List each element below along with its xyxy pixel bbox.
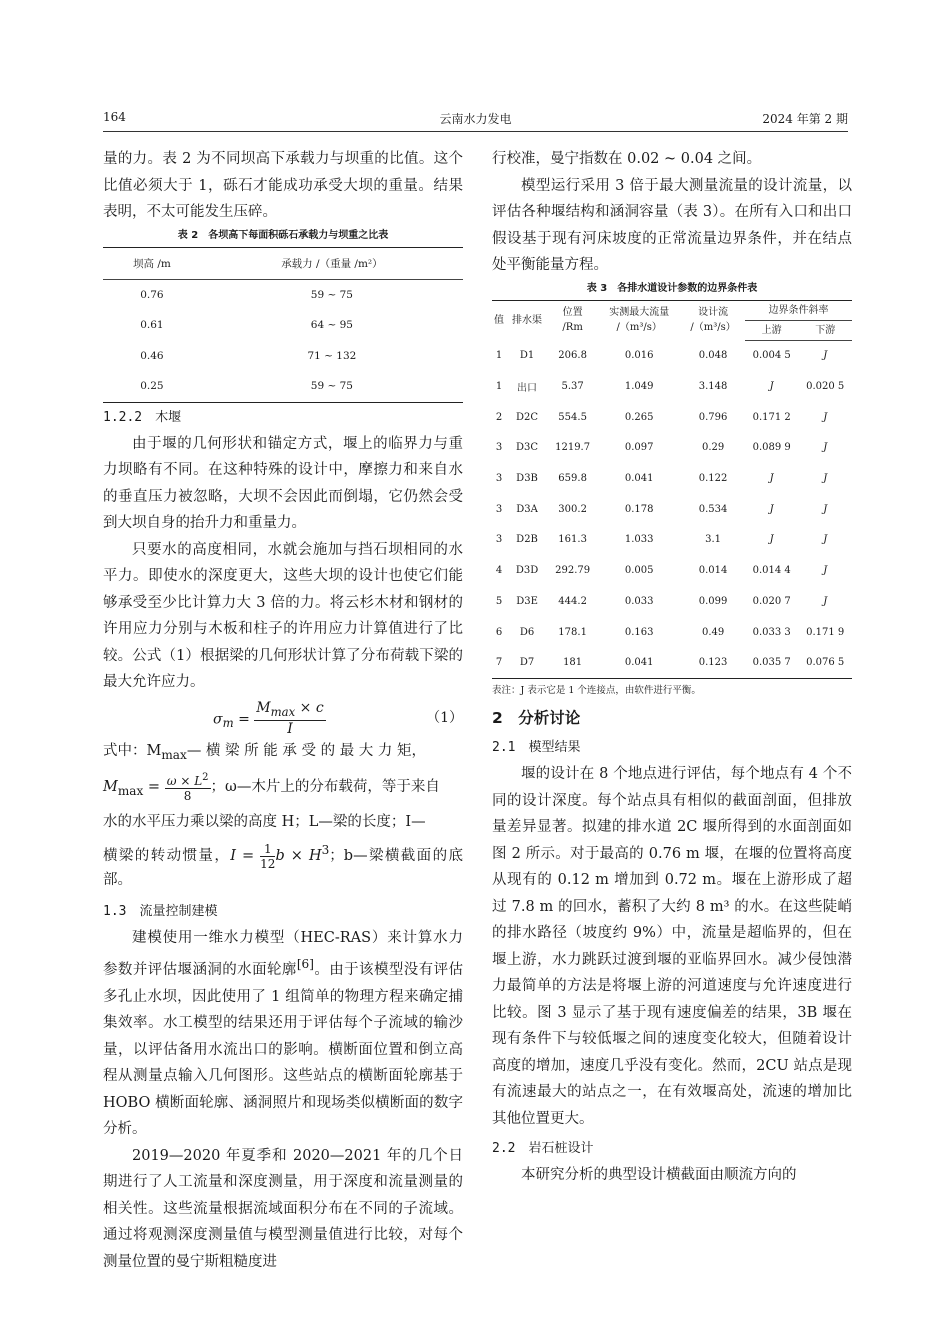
table3-header: 边界条件斜率	[745, 300, 852, 320]
table-cell: 0.29	[701, 442, 725, 454]
table-cell: 1	[495, 381, 503, 393]
paragraph: 本研究分析的典型设计横截面由顺流方向的	[521, 1167, 797, 1184]
table-cell: 0.097	[624, 442, 654, 454]
header-rule	[103, 131, 848, 132]
table-cell: 1.033	[624, 534, 654, 546]
table-cell: 5.37	[561, 381, 584, 393]
table-cell: J	[769, 534, 774, 546]
table-cell: D7	[519, 657, 535, 669]
table-cell: J	[823, 411, 828, 423]
table-cell: 0.041	[624, 473, 654, 485]
table-row	[492, 340, 852, 371]
table-cell: 3	[495, 503, 503, 515]
table-cell: D3E	[516, 595, 538, 607]
paragraph: 2019—2020 年夏季和 2020—2021 年的几个日期进行了人工流量和深度测量，用于深度和流量测量的相关性。这些流量根据流域面积分布在不同的子流域。通过将观测深度测量值与模型测量值进行比较，对每个测量位置的曼宁斯粗糙度进	[103, 1147, 463, 1270]
table-cell: 292.79	[555, 565, 591, 577]
section-heading: 1.3 流量控制建模	[103, 903, 218, 919]
table-cell: 0.122	[698, 473, 728, 485]
journal-title: 云南水力发电	[439, 112, 512, 126]
table-cell: D3B	[516, 473, 538, 485]
table-cell: 0.004 5	[752, 350, 791, 362]
table-cell: 1	[495, 350, 503, 362]
table-cell: J	[769, 473, 774, 485]
table-row	[492, 402, 852, 433]
table-cell: 161.3	[558, 534, 587, 546]
table-cell: 0.076 5	[806, 657, 845, 669]
formula-number: （1）	[426, 709, 463, 726]
table-cell: 0.123	[698, 657, 728, 669]
table-cell: D3A	[516, 503, 538, 515]
paragraph: 只要水的高度相同，水就会施加与挡石坝相同的水平力。即使水的深度更大，这些大坝的设计也使它们能够承受至少比计算力大 3 倍的力。将云杉木材和钢材的许用应力分别与木板和柱子的许用应力计算值进行了比较。公式（1）根据梁的几何形状计算了分布荷载下梁的最大允许应力。	[103, 541, 463, 690]
paragraph: 堰的设计在 8 个地点进行评估，每个地点有 4 个不同的设计深度。每个站点具有相似的截面剖面，但排放量差异显著。拟建的排水道 2C 堰所得到的水面剖面如图 2 所示。对于最高的 0.76 m 堰，在堰的位置将高度从现有的 0.12 m 增加到 0.72 m。堰在上游形成了超过 7.8 m 的回水，蓄积了大约 8 m³ 的水。在这些陡峭的排水路径（坡度约 9%）中，流量是超临界的，但在堰上游，水力跳跃过渡到堰的亚临界回水。减少侵蚀潜力最简单的方法是将堰上游的河道速度与允许速度进行比较。图 3 显示了基于现有速度偏差的结果，3B 堰在现有条件下与较低堰之间的速度变化较大，但随着设计高度的增加，速度几乎没有变化。然而，2CU 站点是现有流速最大的站点之一，在有效堰高处，流速的增加比其他位置更大。	[492, 766, 852, 1127]
table-cell: D3C	[516, 442, 539, 454]
table-cell: J	[823, 534, 828, 546]
table-cell: D3D	[515, 565, 539, 577]
table3-note: 表注：J 表示它是 1 个连接点，由软件进行平衡。	[492, 685, 701, 697]
page-header	[103, 110, 848, 132]
table-row	[492, 586, 852, 617]
table-cell: 59 ~ 75	[310, 288, 353, 301]
table-cell: 0.014 4	[752, 565, 791, 577]
paragraph: 模型运行采用 3 倍于最大测量流量的设计流量，以评估各种堰结构和涵洞容量（表 3）。在所有入口和出口假设基于现有河床坡度的正常流量边界条件，并在结点处平衡能量方程。	[492, 177, 852, 273]
table-cell: 444.2	[558, 595, 587, 607]
table-cell: 3.148	[698, 381, 728, 393]
table2-header: 承载力 /（重量 /m²）	[201, 247, 463, 279]
table-row	[103, 341, 463, 372]
table-cell: 0.020 7	[752, 595, 791, 607]
paragraph: 行校准，曼宁指数在 0.02 ~ 0.04 之间。	[492, 151, 762, 167]
table2-header: 坝高 /m	[103, 247, 201, 279]
table-cell: J	[823, 350, 828, 362]
table-row	[492, 371, 852, 402]
table-cell: 178.1	[558, 626, 587, 638]
table3-header: 值	[494, 314, 504, 326]
table-cell: J	[823, 442, 828, 454]
table-cell: 3	[495, 442, 503, 454]
table-cell: 0.61	[140, 319, 164, 332]
table-cell: 206.8	[558, 350, 587, 362]
table-cell: J	[823, 503, 828, 515]
table-cell: 0.099	[698, 595, 728, 607]
paragraph: 量的力。表 2 为不同坝高下承载力与坝重的比值。这个比值必须大于 1，砾石才能成功承受大坝的重量。结果表明，不太可能发生压碎。	[103, 151, 463, 220]
table-cell: 4	[495, 565, 503, 577]
table3-header: 下游	[798, 320, 852, 340]
table-cell: 0.796	[698, 411, 728, 423]
left-column	[103, 146, 464, 1270]
table-cell: 0.49	[701, 626, 725, 638]
table-cell: 64 ~ 95	[310, 319, 353, 332]
table-cell: 0.534	[698, 503, 728, 515]
table-cell: 0.048	[698, 350, 728, 362]
table-cell: 6	[495, 626, 503, 638]
table-cell: 181	[563, 657, 583, 669]
table-cell: 0.163	[624, 626, 654, 638]
table-row	[492, 617, 852, 648]
table3	[492, 300, 852, 680]
table-cell: 300.2	[558, 503, 587, 515]
table3-header: 位置 /Rm	[562, 307, 583, 334]
table2	[103, 247, 463, 403]
table-row	[492, 525, 852, 556]
table-cell: J	[769, 381, 774, 393]
table3-header: 设计流 /（m³/s）	[690, 307, 736, 334]
formula-explanation: 水的水平压力乘以梁的高度 H；L—梁的长度；I—	[103, 814, 426, 831]
section-heading: 2 分析讨论	[492, 709, 581, 728]
table3-header: 实测最大流量 /（m³/s）	[609, 307, 670, 334]
table-row	[103, 371, 463, 402]
table-cell: 2	[495, 411, 503, 423]
table-cell: D2B	[516, 534, 538, 546]
table3-header: 排水渠	[512, 314, 543, 326]
table-cell: J	[823, 595, 828, 607]
paragraph: 建模使用一维水力模型（HEC-RAS）来计算水力参数并评估堰涵洞的水面轮廓[6]。由于该模型没有评估多孔止水坝，因此使用了 1 组简单的物理方程来确定捕集效率。水工模型的结果还用于评估每个子流域的输沙量，以评估备用水流出口的影响。横断面位置和倒立高程从测量点输入几何图形。这些站点的横断面轮廓基于 HOBO 横断面轮廓、涵洞照片和现场类似横断面的数字分析。	[103, 929, 464, 1138]
page-number: 164	[103, 110, 126, 124]
table-cell: 0.171 2	[752, 411, 791, 423]
table-cell: 0.25	[140, 380, 164, 393]
table3-header: 上游	[745, 320, 799, 340]
table-cell: D6	[519, 626, 535, 638]
table-cell: 1.049	[624, 381, 654, 393]
table3-caption: 表 3 各排水道设计参数的边界条件表	[586, 282, 758, 294]
table-cell: 0.089 9	[752, 442, 791, 454]
table-cell: 0.46	[140, 349, 164, 362]
table-cell: 0.005	[624, 565, 654, 577]
table-cell: 7	[495, 657, 503, 669]
issue-label: 2024 年第 2 期	[762, 112, 848, 126]
table-cell: 5	[495, 595, 503, 607]
right-column	[492, 146, 852, 1261]
table-cell: 0.171 9	[806, 626, 845, 638]
table-cell: 0.041	[624, 657, 654, 669]
table-cell: 3.1	[705, 534, 722, 546]
table-cell: 659.8	[558, 473, 587, 485]
table-cell: 0.178	[624, 503, 654, 515]
table-cell: 0.035 7	[752, 657, 791, 669]
table-cell: J	[823, 473, 828, 485]
table-row	[492, 463, 852, 494]
table-cell: 0.76	[140, 288, 164, 301]
table-row	[492, 433, 852, 464]
formula-explanation: $M_{max}$ = $\frac{\omega \times L^2}{8}$ ；ω—木片上的分布载荷，等于来自	[103, 772, 440, 804]
table-cell: 71 ~ 132	[307, 349, 357, 362]
table-row	[492, 494, 852, 525]
table-row	[103, 310, 463, 341]
table2-caption: 表 2 各坝高下每面积砾石承载力与坝重之比表	[177, 229, 389, 241]
section-heading: 2.1 模型结果	[492, 740, 581, 756]
section-heading: 2.2 岩石桩设计	[492, 1141, 594, 1157]
table-cell: 3	[495, 473, 503, 485]
formula-explanation: 式中：$M_{max}—$ 横 梁 所 能 承 受 的 最 大 力 矩，	[103, 742, 427, 762]
table-cell: 3	[495, 534, 503, 546]
table-row	[103, 279, 463, 310]
table-cell: 0.033	[624, 595, 654, 607]
table-cell: 0.033 3	[752, 626, 791, 638]
table-cell: 59 ~ 75	[310, 380, 353, 393]
table-row	[492, 647, 852, 678]
table-cell: 554.5	[558, 411, 587, 423]
table-cell: 出口	[517, 383, 538, 395]
formula-1: $\sigma_m$ = $\frac{M_{max} \times c}{I}$ （1）	[213, 699, 463, 738]
formula-explanation: 横梁的转动惯量，I = $\frac{1}{12}$ $b \times H^3$；b—梁横截面的底部。	[103, 841, 463, 888]
section-heading: 1.2.2 木堰	[103, 409, 182, 425]
table-cell: D2C	[516, 411, 539, 423]
table-row	[492, 555, 852, 586]
table-cell: 0.265	[624, 411, 654, 423]
paragraph: 由于堰的几何形状和锚定方式，堰上的临界力与重力坝略有不同。在这种特殊的设计中，摩擦力和来自水的垂直压力被忽略，大坝不会因此而倒塌，它仍然会受到大坝自身的抬升力和重量力。	[103, 435, 463, 531]
table-cell: 0.014	[698, 565, 728, 577]
table-cell: 0.016	[624, 350, 654, 362]
table-cell: J	[823, 565, 828, 577]
table-cell: J	[769, 503, 774, 515]
table-cell: 0.020 5	[806, 381, 845, 393]
table-cell: 1219.7	[555, 442, 591, 454]
table-cell: D1	[519, 350, 535, 362]
